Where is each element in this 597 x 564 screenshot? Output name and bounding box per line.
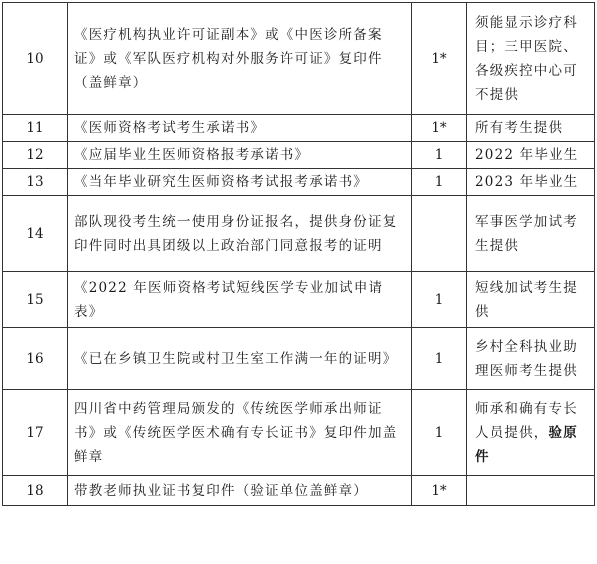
material-name: 四川省中药管理局颁发的《传统医学师承出师证书》或《传统医学医术确有专长证书》复印件加盖鲜章 [68, 390, 412, 476]
material-name: 《当年毕业研究生医师资格考试报考承诺书》 [68, 169, 412, 196]
table-row [3, 390, 595, 476]
row-number: 16 [3, 328, 68, 390]
remark-text: 须能显示诊疗科目；三甲医院、各级疾控中心可不提供 [475, 14, 578, 103]
row-number: 12 [3, 142, 68, 169]
quantity: 1 [412, 169, 467, 196]
remark [467, 196, 595, 272]
table-row [3, 3, 595, 115]
remark-text: 2023 年毕业生 [475, 174, 579, 190]
material-name: 部队现役考生统一使用身份证报名，提供身份证复印件同时出具团级以上政治部门同意报考的证明 [68, 196, 412, 272]
quantity: 1* [412, 3, 467, 115]
quantity [412, 196, 467, 272]
row-number: 11 [3, 115, 68, 142]
remark [467, 328, 595, 390]
row-number: 17 [3, 390, 68, 476]
quantity: 1* [412, 115, 467, 142]
row-number: 15 [3, 272, 68, 328]
remark [467, 142, 595, 169]
remark [467, 3, 595, 115]
table-row [3, 272, 595, 328]
remark [467, 476, 595, 506]
remark-text: 乡村全科执业助理医师考生提供 [475, 338, 578, 379]
remark-text: 短线加试考生提供 [475, 279, 578, 320]
material-name: 带教老师执业证书复印件（验证单位盖鲜章） [68, 476, 412, 506]
table-row [3, 328, 595, 390]
remark-text: 2022 年毕业生 [475, 147, 579, 163]
remark [467, 169, 595, 196]
quantity: 1 [412, 328, 467, 390]
row-number: 13 [3, 169, 68, 196]
material-name: 《医师资格考试考生承诺书》 [68, 115, 412, 142]
remark [467, 390, 595, 476]
row-number: 10 [3, 3, 68, 115]
quantity: 1 [412, 142, 467, 169]
quantity: 1 [412, 390, 467, 476]
remark-text: 所有考生提供 [475, 120, 564, 136]
table-row [3, 169, 595, 196]
remark [467, 115, 595, 142]
table-row [3, 476, 595, 506]
material-name: 《2022 年医师资格考试短线医学专业加试申请表》 [68, 272, 412, 328]
row-number: 18 [3, 476, 68, 506]
quantity: 1* [412, 476, 467, 506]
remark-text: 师承和确有专长人员提供， [475, 400, 578, 441]
quantity: 1 [412, 272, 467, 328]
material-name: 《已在乡镇卫生院或村卫生室工作满一年的证明》 [68, 328, 412, 390]
material-name: 《医疗机构执业许可证副本》或《中医诊所备案证》或《军队医疗机构对外服务许可证》复印件（盖鲜章） [68, 3, 412, 115]
remark-bold: 验原件 [475, 424, 578, 465]
table-row [3, 115, 595, 142]
materials-table [2, 2, 595, 506]
remark-text: 军事医学加试考生提供 [475, 213, 578, 254]
material-name: 《应届毕业生医师资格报考承诺书》 [68, 142, 412, 169]
row-number: 14 [3, 196, 68, 272]
table-row [3, 142, 595, 169]
table-row [3, 196, 595, 272]
remark [467, 272, 595, 328]
